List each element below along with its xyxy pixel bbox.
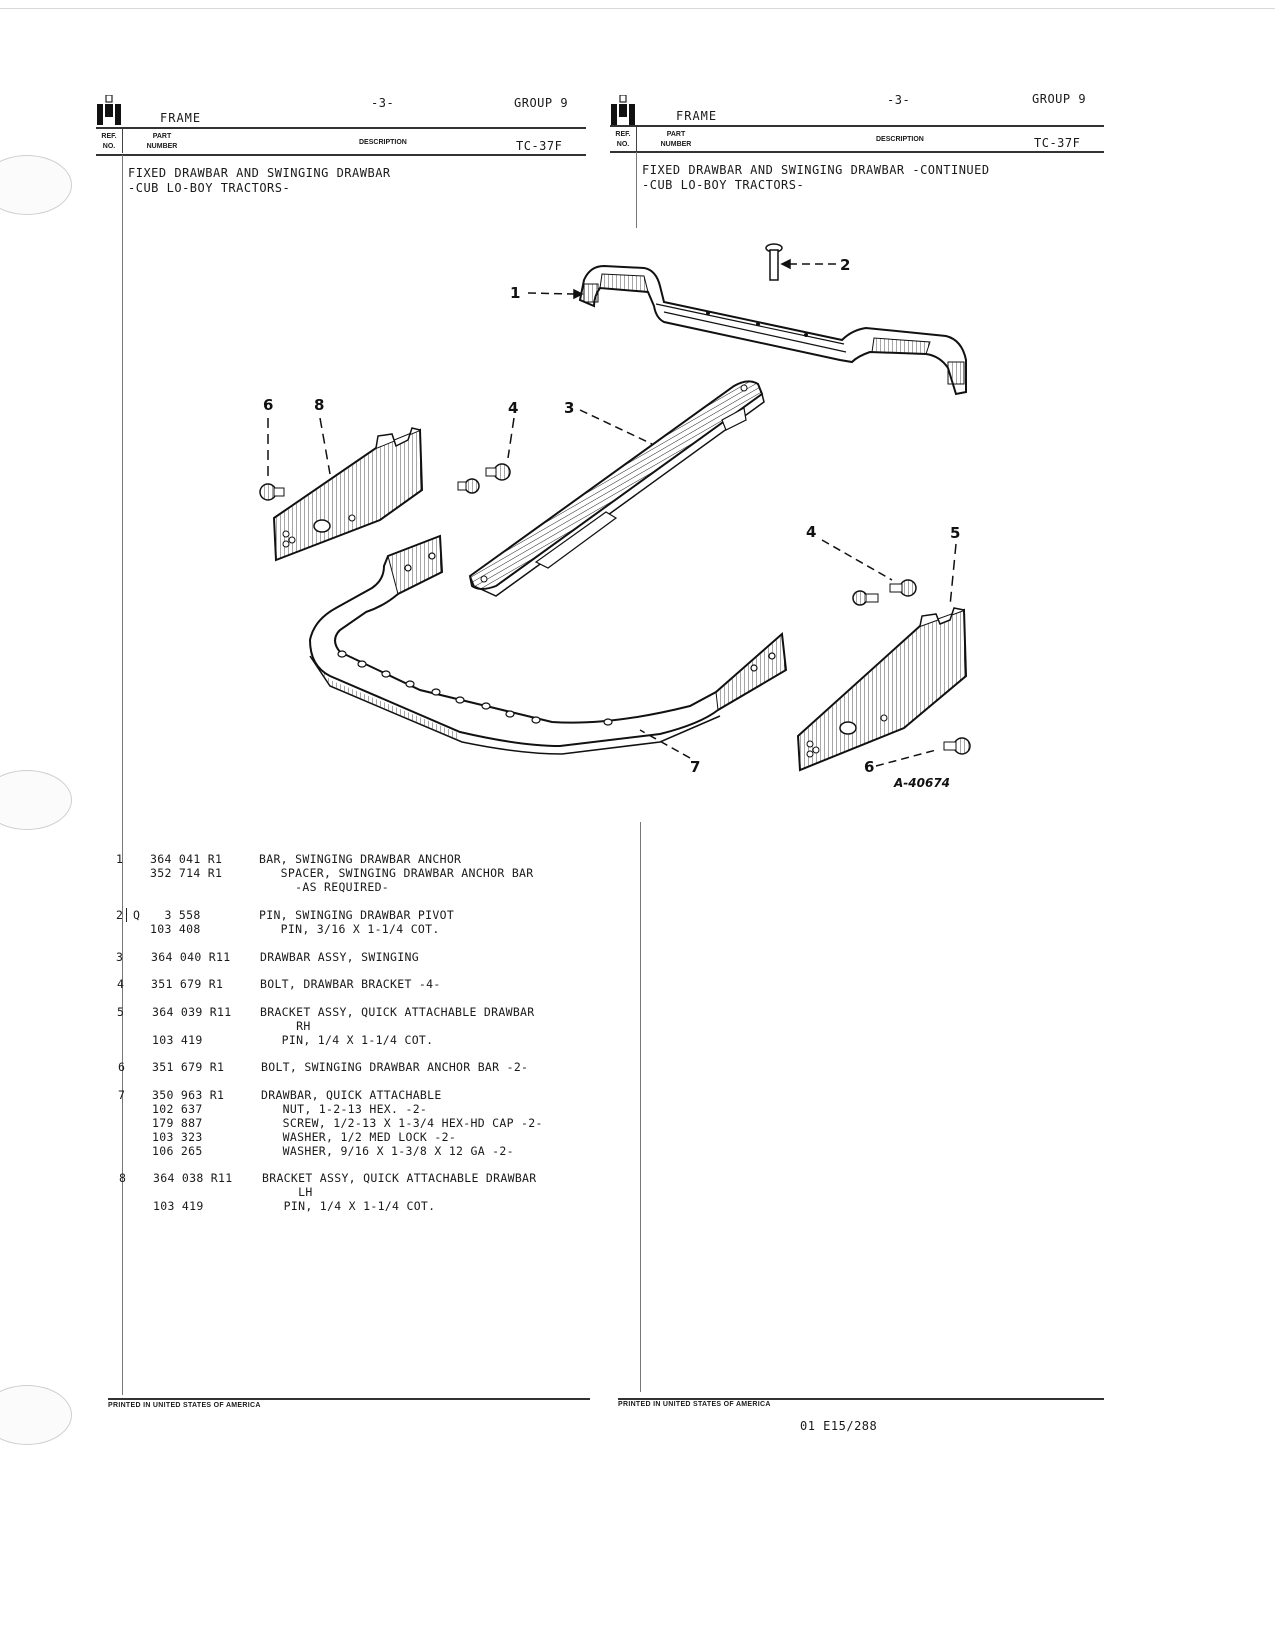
callout-6-lower: 6	[864, 758, 875, 776]
callout-6-upper: 6	[263, 396, 274, 414]
left-col-divider	[122, 129, 123, 153]
pivot-pin-part-2	[766, 244, 782, 280]
left-assembly-title: FIXED DRAWBAR AND SWINGING DRAWBAR -CUB LO-BOY TRACTORS-	[128, 166, 391, 195]
part-description: DRAWBAR ASSY, SWINGING	[260, 950, 419, 964]
right-footer-text: PRINTED IN UNITED STATES OF AMERICA	[618, 1401, 771, 1408]
left-footer-text: PRINTED IN UNITED STATES OF AMERICA	[108, 1402, 261, 1409]
bolt-part-4-upper	[486, 464, 510, 480]
bolt-part-4-lower	[890, 580, 916, 596]
part-number: 103 408	[150, 922, 201, 936]
page-code: 01 E15/288	[800, 1419, 878, 1433]
part-description: PIN, 1/4 X 1-1/4 COT.	[260, 1033, 434, 1047]
left-col-description: DESCRIPTION	[359, 139, 407, 146]
bolt-part-4-lower-2	[853, 591, 878, 605]
right-assembly-title: FIXED DRAWBAR AND SWINGING DRAWBAR -CONTINUED -CUB LO-BOY TRACTORS-	[642, 163, 990, 192]
right-page-number: -3-	[887, 93, 911, 107]
part-number: 103 419	[153, 1199, 204, 1213]
top-edge-line	[0, 8, 1275, 9]
right-group-label: GROUP 9	[1032, 92, 1087, 106]
part-number: 103 323	[152, 1130, 203, 1144]
ref-number: 5	[117, 1005, 125, 1019]
part-description: DRAWBAR, QUICK ATTACHABLE	[261, 1088, 442, 1102]
callout-3: 3	[564, 399, 575, 417]
left-header-bottom-rule	[96, 154, 586, 156]
part-description: PIN, 3/16 X 1-1/4 COT.	[259, 922, 440, 936]
part-description: -AS REQUIRED-	[259, 880, 390, 894]
callout-4-upper: 4	[508, 399, 519, 417]
callout-2: 2	[840, 256, 851, 274]
punch-hole	[0, 770, 72, 830]
bolt-part-4-upper-2	[458, 479, 479, 493]
punch-hole	[0, 1385, 72, 1445]
punch-hole	[0, 155, 72, 215]
part-number: 106 265	[152, 1144, 203, 1158]
part-description: LH	[262, 1185, 313, 1199]
callout-5: 5	[950, 524, 961, 542]
ref-number: 4	[117, 977, 125, 991]
part-number: 179 887	[152, 1116, 203, 1130]
right-header-bottom-rule	[610, 151, 1104, 153]
right-section-title: FRAME	[676, 109, 718, 123]
callout-4-lower: 4	[806, 523, 817, 541]
right-catalog-code: TC-37F	[1034, 136, 1081, 150]
bolt-part-6-rh	[944, 738, 970, 754]
left-header-rule	[96, 127, 586, 129]
left-page-number: -3-	[371, 96, 395, 110]
part-number: 351 679 R1	[151, 977, 224, 991]
figure-id-label: A-40674	[894, 776, 951, 790]
left-ref-column-line	[122, 155, 123, 1395]
part-description: SCREW, 1/2-13 X 1-3/4 HEX-HD CAP -2-	[261, 1116, 543, 1130]
right-header-rule	[610, 125, 1104, 127]
rh-bracket-part-5	[798, 608, 966, 770]
right-col-description: DESCRIPTION	[876, 136, 924, 143]
ref-number: 6	[118, 1060, 126, 1074]
part-number: 103 419	[152, 1033, 203, 1047]
left-catalog-code: TC-37F	[516, 139, 563, 153]
ref-number: 7	[118, 1088, 126, 1102]
callout-1: 1	[510, 284, 521, 302]
ref-number: 2	[116, 908, 124, 922]
right-ref-column-line	[636, 152, 637, 228]
lh-bracket-part-8	[274, 428, 422, 560]
part-number: 351 679 R1	[152, 1060, 225, 1074]
part-description: BOLT, SWINGING DRAWBAR ANCHOR BAR -2-	[261, 1060, 529, 1074]
quick-attachable-drawbar-part-7	[310, 536, 786, 754]
ref-number: 1	[116, 852, 124, 866]
part-number: 102 637	[152, 1102, 203, 1116]
right-col-part: PART NUMBER	[660, 131, 692, 148]
part-description: BRACKET ASSY, QUICK ATTACHABLE DRAWBAR	[262, 1171, 537, 1185]
part-description: WASHER, 1/2 MED LOCK -2-	[261, 1130, 457, 1144]
left-col-ref: REF. NO.	[101, 133, 117, 150]
right-footer-rule	[618, 1398, 1104, 1400]
ref-number: 8	[119, 1171, 127, 1185]
left-footer-rule	[108, 1398, 590, 1400]
ih-logo-icon	[610, 95, 636, 127]
part-description: PIN, SWINGING DRAWBAR PIVOT	[259, 908, 455, 922]
qualifier-flag: Q	[133, 908, 141, 922]
part-description: BOLT, DRAWBAR BRACKET -4-	[260, 977, 441, 991]
part-number: 364 039 R11	[152, 1005, 232, 1019]
part-description: SPACER, SWINGING DRAWBAR ANCHOR BAR	[259, 866, 534, 880]
anchor-bar-part-1	[580, 266, 966, 394]
right-ref-column-line-lower	[640, 822, 641, 1392]
exploded-parts-diagram	[240, 230, 1000, 800]
part-description: BAR, SWINGING DRAWBAR ANCHOR	[259, 852, 462, 866]
part-number: 364 040 R11	[151, 950, 231, 964]
left-col-part: PART NUMBER	[146, 133, 178, 150]
part-description: WASHER, 9/16 X 1-3/8 X 12 GA -2-	[261, 1144, 514, 1158]
part-number: 364 041 R1	[150, 852, 223, 866]
part-description: NUT, 1-2-13 HEX. -2-	[261, 1102, 428, 1116]
part-description: RH	[260, 1019, 311, 1033]
part-number: 3 558	[150, 908, 201, 922]
part-description: BRACKET ASSY, QUICK ATTACHABLE DRAWBAR	[260, 1005, 535, 1019]
ih-logo-icon	[96, 95, 122, 127]
part-number: 364 038 R11	[153, 1171, 233, 1185]
left-group-label: GROUP 9	[514, 96, 569, 110]
right-col-ref: REF. NO.	[615, 131, 631, 148]
right-col-divider	[636, 127, 637, 151]
bolt-part-6-lh	[260, 484, 284, 500]
ref-number: 3	[116, 950, 124, 964]
part-number: 352 714 R1	[150, 866, 223, 880]
part-number: 350 963 R1	[152, 1088, 225, 1102]
left-section-title: FRAME	[160, 111, 202, 125]
callout-8: 8	[314, 396, 325, 414]
ref-qualifier-divider	[126, 908, 127, 922]
callout-7: 7	[690, 758, 701, 776]
part-description: PIN, 1/4 X 1-1/4 COT.	[262, 1199, 436, 1213]
